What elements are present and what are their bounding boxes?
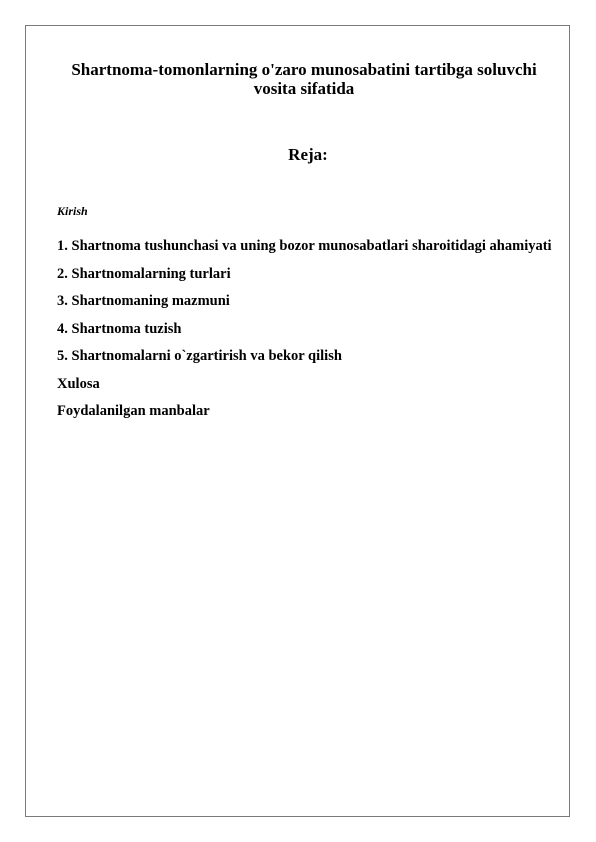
toc-item-4: 4. Shartnoma tuzish: [57, 320, 182, 337]
toc-item-references: Foydalanilgan manbalar: [57, 403, 210, 419]
toc-item-conclusion: Xulosa: [57, 375, 100, 392]
toc-item-5: 5. Shartnomalarni o`zgartirish va bekor qilish: [57, 348, 342, 364]
toc-item-3: 3. Shartnomaning mazmuni: [57, 293, 230, 309]
plan-heading: Reja:: [288, 145, 328, 164]
document-title: Shartnoma-tomonlarning o'zaro munosabatini tartibga soluvchi vosita sifatida: [71, 60, 537, 98]
toc-item-1: 1. Shartnoma tushunchasi va uning bozor munosabatlari sharoitidagi ahamiyati: [57, 238, 552, 254]
toc-item-2: 2. Shartnomalarning turlari: [57, 265, 231, 282]
plan-heading-wrapper: [0, 145, 596, 164]
table-of-contents: [57, 233, 557, 426]
intro-label: Kirish: [57, 204, 88, 218]
